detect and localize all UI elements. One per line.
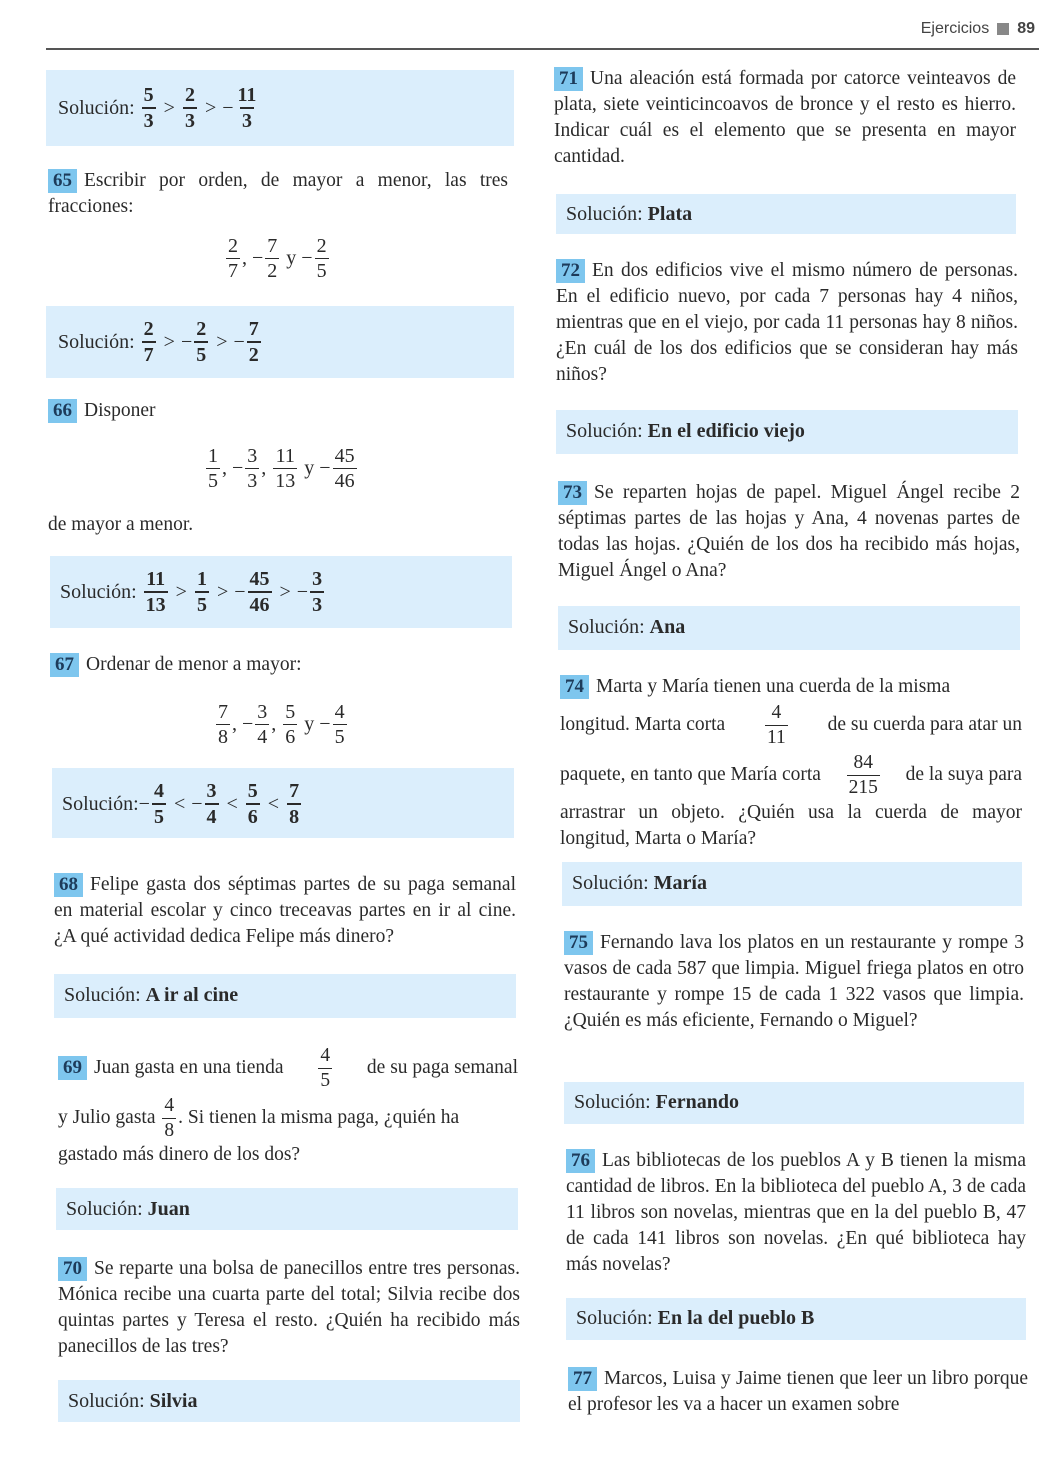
solution-answer: Juan (147, 1198, 190, 1220)
numerator: 2 (316, 234, 327, 257)
fraction (144, 569, 168, 615)
fraction (183, 85, 197, 131)
fraction (216, 702, 230, 747)
problem-69: 69 Juan gasta en una tienda $\frac{4}{5}$ de su paga semanal y Julio gasta $\frac{4}{8}$ . Si tienen la misma paga, ¿quién ha gastado más dinero de los dos? (58, 1045, 518, 1165)
numerator: 2 (196, 318, 207, 340)
problem-67 (50, 652, 510, 678)
denominator: 3 (240, 107, 254, 131)
fraction-list-66: $\frac{1}{5}$ , − $\frac{3}{3}$ , $\frac{11}{13}$ y − $\frac{45}{46}$ (208, 444, 355, 492)
denominator: 215 (848, 776, 878, 798)
problem-number: 65 (48, 169, 77, 193)
fraction (765, 703, 788, 747)
denominator: 8 (218, 725, 228, 748)
problem-text: Disponer (84, 400, 156, 421)
fraction (287, 781, 301, 827)
denominator: 4 (257, 725, 268, 748)
fraction (333, 446, 357, 491)
problem-number: 69 (58, 1056, 87, 1080)
numerator: 1 (208, 444, 218, 467)
numerator: 11 (237, 84, 257, 106)
problem-73 (558, 480, 1020, 584)
numerator: 84 (853, 752, 874, 773)
problem-66 (48, 398, 508, 424)
problem-number: 68 (54, 873, 83, 897)
solution-label: Solución: (62, 792, 139, 815)
fraction (255, 702, 269, 747)
numerator: 4 (153, 780, 164, 802)
solution-label: Solución: (566, 420, 643, 442)
numerator: 3 (257, 700, 268, 723)
denominator: 5 (208, 469, 218, 492)
problem-number: 71 (554, 67, 583, 91)
numerator: 4 (334, 700, 345, 723)
fraction (152, 781, 166, 827)
problem-number: 70 (58, 1257, 87, 1281)
problem-68 (54, 872, 516, 950)
comparison-operator: > (279, 580, 291, 603)
denominator: 8 (164, 1119, 175, 1141)
solution-71 (566, 203, 692, 226)
fraction (247, 319, 261, 365)
fraction (142, 319, 156, 365)
solution-73 (568, 616, 685, 639)
fraction (162, 1096, 176, 1140)
solution-answer: En el edificio viejo (647, 420, 805, 442)
solution-answer: A ir al cine (145, 984, 239, 1006)
fraction (847, 753, 880, 797)
denominator: 5 (194, 341, 208, 365)
solution-69 (66, 1198, 190, 1221)
comparison-operator: > (216, 580, 229, 603)
page-number: 89 (1017, 20, 1035, 37)
solution-76 (576, 1307, 814, 1330)
denominator: 7 (228, 259, 238, 282)
problem-number: 77 (568, 1367, 597, 1391)
problem-text: Ordenar de menor a mayor: (86, 654, 302, 675)
solution-70 (68, 1390, 197, 1413)
denominator: 11 (767, 726, 786, 748)
solution-label: Solución: (574, 1091, 651, 1113)
denominator: 3 (310, 591, 324, 615)
numerator: 3 (247, 444, 258, 467)
problem-text: Escribir por orden, de mayor a menor, las tres fracciones: (48, 170, 508, 217)
fraction (194, 319, 208, 365)
solution-67: Solución: − $\frac{4}{5}$ < − $\frac{3}{4}$ < $\frac{5}{6}$ < $\frac{7}{8}$ (62, 780, 300, 828)
denominator: 46 (334, 469, 355, 492)
solution-75 (574, 1091, 739, 1114)
problem-74: 74 Marta y María tienen una cuerda de la misma longitud. Marta corta $\frac{4}{11}$ de su cuerda para atar un paquete, en tanto que María corta $\frac{84}{215}$ de la suya para arrastrar un objeto. ¿Quién usa la cuerda de mayor longitud, Marta o María? (560, 676, 1022, 849)
numerator: 45 (334, 444, 355, 467)
fraction-list-65: $\frac{2}{7}$ , − $\frac{7}{2}$ y − $\frac{2}{5}$ (228, 234, 327, 282)
solution-65: Solución: $\frac{2}{7}$ > − $\frac{2}{5}$ > − $\frac{7}{2}$ (58, 318, 259, 366)
comparison-operator: > (163, 330, 175, 353)
solution-66: Solución: $\frac{11}{13}$ > $\frac{1}{5}$ > − $\frac{45}{46}$ > − $\frac{3}{3}$ (60, 568, 323, 616)
numerator: 2 (143, 318, 154, 340)
problem-77 (568, 1366, 1028, 1418)
solution-label: Solución: (566, 203, 643, 225)
denominator: 6 (246, 803, 260, 827)
solution-74 (572, 872, 707, 895)
denominator: 7 (142, 341, 156, 365)
numerator: 7 (248, 318, 259, 340)
page-header (46, 10, 1039, 50)
fraction (236, 85, 259, 131)
fraction (248, 569, 272, 615)
solution-answer: Ana (649, 616, 686, 638)
comparison-operator: < (226, 792, 238, 815)
numerator: 5 (247, 780, 258, 802)
numerator: 7 (289, 780, 300, 802)
problem-number: 67 (50, 653, 79, 677)
problem-text: Una aleación está formada por catorce veinteavos de plata, siete veinticincoavos de bronce y el resto es hierro. Indicar cuál es el elemento que se presenta en mayor cantidad. (554, 68, 1016, 167)
section-title: Ejercicios (920, 20, 990, 37)
problem-text: En dos edificios vive el mismo número de personas. En el edificio nuevo, por cada 7 personas hay 4 niños, mientras que en el viejo, por cada 11 personas hay 8 niños. ¿En cuál de los dos edificios que se consideran hay más niños? (556, 260, 1018, 385)
solution-68 (64, 984, 238, 1007)
numerator: 11 (275, 444, 295, 467)
problem-text: Las bibliotecas de los pueblos A y B tienen la misma cantidad de libros. En la biblioteca del pueblo A, 3 de cada 11 libros son novelas, mientras que en la del pueblo B, 47 de cada 141 libros son novelas. ¿En qué biblioteca hay más novelas? (566, 1150, 1026, 1275)
fraction (283, 702, 297, 747)
fraction (310, 569, 324, 615)
denominator: 2 (247, 341, 261, 365)
denominator: 46 (248, 591, 272, 615)
denominator: 6 (285, 725, 296, 748)
solution-label: Solución: (64, 984, 141, 1006)
fraction (315, 236, 329, 281)
fraction (195, 569, 209, 615)
denominator: 3 (247, 469, 258, 492)
fraction (226, 236, 240, 281)
header-label (921, 20, 1035, 38)
denominator: 2 (267, 259, 278, 282)
fraction (246, 781, 260, 827)
numerator: 2 (184, 84, 195, 106)
problem-76 (566, 1148, 1026, 1278)
fraction (245, 446, 259, 491)
problem-number: 66 (48, 399, 77, 423)
solution-answer: María (653, 872, 707, 894)
fraction-list-67: $\frac{7}{8}$ , − $\frac{3}{4}$ , $\frac{5}{6}$ y − $\frac{4}{5}$ (218, 700, 345, 748)
denominator: 5 (334, 725, 345, 748)
problem-text: Se reparte una bolsa de panecillos entre tres personas. Mónica recibe una cuarta parte del total; Silvia recibe dos quintas partes y Teresa el resto. ¿Quién ha recibido más panecillos de las tres? (58, 1258, 520, 1357)
denominator: 5 (316, 259, 327, 282)
solution-label: Solución: (68, 1390, 145, 1412)
numerator: 3 (206, 780, 217, 802)
fraction (265, 236, 279, 281)
comparison-operator: < (267, 792, 280, 815)
solution-label: Solución: (66, 1198, 143, 1220)
square-icon (997, 23, 1009, 35)
problem-number: 74 (560, 675, 589, 699)
solution-64: Solución: $\frac{5}{3}$ > $\frac{2}{3}$ > − $\frac{11}{3}$ (58, 84, 257, 132)
problem-text: Felipe gasta dos séptimas partes de su paga semanal en material escolar y cinco treceavas partes en ir al cine. ¿A qué actividad dedica Felipe más dinero? (54, 874, 516, 947)
comparison-operator: > (204, 96, 217, 119)
comparison-operator: > (163, 96, 175, 119)
problem-text: Se reparten hojas de papel. Miguel Ángel recibe 2 séptimas partes de las hojas y Ana, 4 novenas partes de todas las hojas. ¿Quién de los dos ha recibido más hojas, Miguel Ángel o Ana? (558, 482, 1020, 581)
problem-text: Marcos, Luisa y Jaime tienen que leer un libro porque el profesor les va a hacer un examen sobre (568, 1368, 1028, 1415)
problem-65 (48, 168, 508, 220)
numerator: 1 (196, 568, 207, 590)
comparison-operator: < (173, 792, 186, 815)
problem-75 (564, 930, 1024, 1034)
numerator: 4 (164, 1095, 175, 1116)
solution-answer: Silvia (149, 1390, 198, 1412)
numerator: 7 (218, 700, 228, 723)
solution-answer: Fernando (655, 1091, 740, 1113)
denominator: 8 (287, 803, 301, 827)
denominator: 5 (320, 1069, 331, 1091)
denominator: 3 (183, 107, 197, 131)
denominator: 5 (152, 803, 166, 827)
denominator: 13 (275, 469, 296, 492)
numerator: 2 (228, 234, 238, 257)
problem-71 (554, 66, 1016, 170)
fraction (333, 702, 347, 747)
denominator: 4 (205, 803, 219, 827)
solution-label: Solución: (58, 330, 135, 353)
problem-text: Fernando lava los platos en un restaurante y rompe 3 vasos de cada 587 que limpia. Miguel friega platos en otro restaurante y rompe 15 de cada 1 322 vasos que limpia. ¿Quién es más eficiente, Fernando o Miguel? (564, 932, 1024, 1031)
numerator: 3 (312, 568, 323, 590)
fraction (273, 446, 297, 491)
problem-66-after: de mayor a menor. (48, 514, 194, 535)
solution-label: Solución: (572, 872, 649, 894)
denominator: 3 (142, 107, 156, 131)
fraction (206, 446, 220, 491)
numerator: 7 (267, 234, 278, 257)
denominator: 5 (195, 591, 209, 615)
solution-label: Solución: (568, 616, 645, 638)
solution-answer: En la del pueblo B (657, 1307, 815, 1329)
problem-number: 73 (558, 481, 587, 505)
solution-label: Solución: (576, 1307, 653, 1329)
fraction (318, 1046, 332, 1090)
comparison-operator: > (175, 580, 187, 603)
solution-label: Solución: (60, 580, 137, 603)
problem-number: 75 (564, 931, 593, 955)
fraction (142, 85, 156, 131)
problem-number: 72 (556, 259, 585, 283)
problem-70 (58, 1256, 520, 1360)
problem-72 (556, 258, 1018, 388)
problem-number: 76 (566, 1149, 595, 1173)
numerator: 5 (143, 84, 154, 106)
numerator: 45 (249, 568, 270, 590)
numerator: 4 (320, 1045, 331, 1066)
numerator: 4 (771, 702, 782, 723)
numerator: 5 (285, 700, 296, 723)
solution-answer: Plata (647, 203, 693, 225)
solution-72 (566, 420, 805, 443)
fraction (205, 781, 219, 827)
comparison-operator: > (216, 330, 228, 353)
denominator: 13 (144, 591, 168, 615)
numerator: 11 (146, 568, 166, 590)
solution-label: Solución: (58, 96, 135, 119)
